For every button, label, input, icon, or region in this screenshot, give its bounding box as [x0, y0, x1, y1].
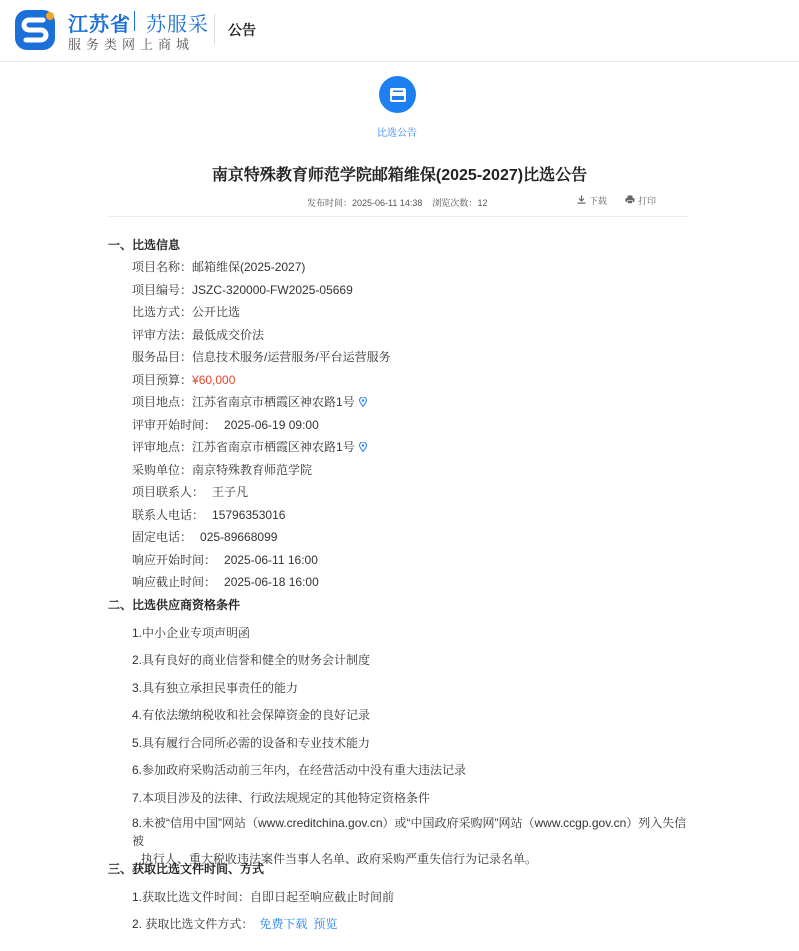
print-button[interactable] — [625, 194, 656, 207]
field-purchasing-unit: 采购单位： 南京特殊教育师范学院 — [132, 463, 313, 477]
publish-time: 2025-06-11 14:38 — [352, 198, 423, 208]
site-header — [0, 0, 799, 62]
qualification-credit-line1: 8.未被“信用中国”网站（www.creditchina.gov.cn）或“中国政府采购网”网站（www.ccgp.gov.cn）列入失信被 — [132, 816, 687, 848]
announcement-type-label: 比选公告 — [377, 128, 417, 139]
section-qualifications-title: 二、比选供应商资格条件 — [108, 598, 241, 612]
logo-subtitle: 服务类网上商城 — [68, 37, 195, 52]
qualification-item: 7.本项目涉及的法律、行政法规规定的其他特定资格条件 — [132, 791, 431, 805]
field-budget: 项目预算： ¥60,000 — [132, 372, 236, 387]
section-documents-title: 三、获取比选文件时间、方式 — [108, 862, 265, 876]
field-review-location: 评审地点： 江苏省南京市栖霞区神农路1号 — [132, 438, 367, 455]
field-review-method: 评审方法： 最低成交价法 — [132, 328, 265, 342]
field-bidding-method: 比选方式： 公开比选 — [132, 305, 241, 319]
field-response-end-time: 响应截止时间： 2025-06-18 16:00 — [132, 574, 319, 589]
logo-brand-text: 苏服采 — [146, 14, 209, 36]
section-bidding-info-title: 一、比选信息 — [108, 238, 181, 252]
logo-province-text: 江苏省 — [68, 14, 131, 36]
qualification-credit-line2: 执行人、重大税收违法案件当事人名单、政府采购严重失信行为记录名单。 — [141, 852, 538, 866]
field-contact-phone: 联系人电话： 15796353016 — [132, 507, 286, 522]
field-response-start-time: 响应开始时间： 2025-06-11 16:00 — [132, 552, 318, 567]
nav-announcement[interactable]: 公告 — [228, 22, 256, 38]
download-icon — [577, 195, 586, 206]
print-label: 打印 — [638, 196, 657, 206]
qualification-item: 4.有依法缴纳税收和社会保障资金的良好记录 — [132, 708, 371, 722]
documents-time-item: 1.获取比选文件时间：自即日起至响应截止时间前 — [132, 890, 395, 904]
print-icon — [625, 195, 635, 206]
free-download-link[interactable]: 免费下载 — [259, 917, 308, 931]
field-service-category: 服务品目： 信息技术服务/运营服务/平台运营服务 — [132, 350, 391, 364]
logo-icon[interactable] — [12, 8, 58, 52]
header-divider — [214, 14, 215, 44]
location-pin-icon[interactable] — [359, 442, 367, 452]
preview-link[interactable]: 预览 — [313, 917, 338, 931]
field-project-number: 项目编号： JSZC-320000-FW2025-05669 — [132, 282, 353, 297]
views-count: 12 — [477, 198, 488, 208]
documents-method-item — [132, 915, 337, 932]
announcement-type-icon — [379, 76, 416, 113]
field-review-start-time: 评审开始时间： 2025-06-19 09:00 — [132, 417, 319, 432]
download-button[interactable] — [577, 194, 607, 207]
qualification-item: 6.参加政府采购活动前三年内，在经营活动中没有重大违法记录 — [132, 763, 467, 777]
logo-separator — [134, 11, 135, 31]
qualification-item: 5.具有履行合同所必需的设备和专业技术能力 — [132, 736, 371, 750]
page-title: 南京特殊教育师范学院邮箱维保(2025-2027)比选公告 — [211, 167, 588, 184]
field-contact-person: 项目联系人： 王子凡 — [132, 485, 249, 499]
field-project-location: 项目地点： 江苏省南京市栖霞区神农路1号 — [132, 393, 367, 410]
location-pin-icon[interactable] — [359, 397, 367, 407]
documents-method-label: 2. 获取比选文件方式： — [132, 917, 254, 931]
title-divider — [108, 216, 688, 217]
qualification-item: 3.具有独立承担民事责任的能力 — [132, 681, 299, 695]
download-label: 下载 — [589, 196, 608, 206]
field-landline: 固定电话： 025-89668099 — [132, 529, 278, 544]
announcement-meta — [307, 196, 487, 209]
views-label: 浏览次数： — [432, 198, 478, 208]
qualification-item: 2.具有良好的商业信誉和健全的财务会计制度 — [132, 653, 371, 667]
field-project-name: 项目名称： 邮箱维保(2025-2027) — [132, 260, 306, 274]
qualification-item: 1.中小企业专项声明函 — [132, 626, 251, 640]
publish-time-label: 发布时间： — [307, 198, 353, 208]
